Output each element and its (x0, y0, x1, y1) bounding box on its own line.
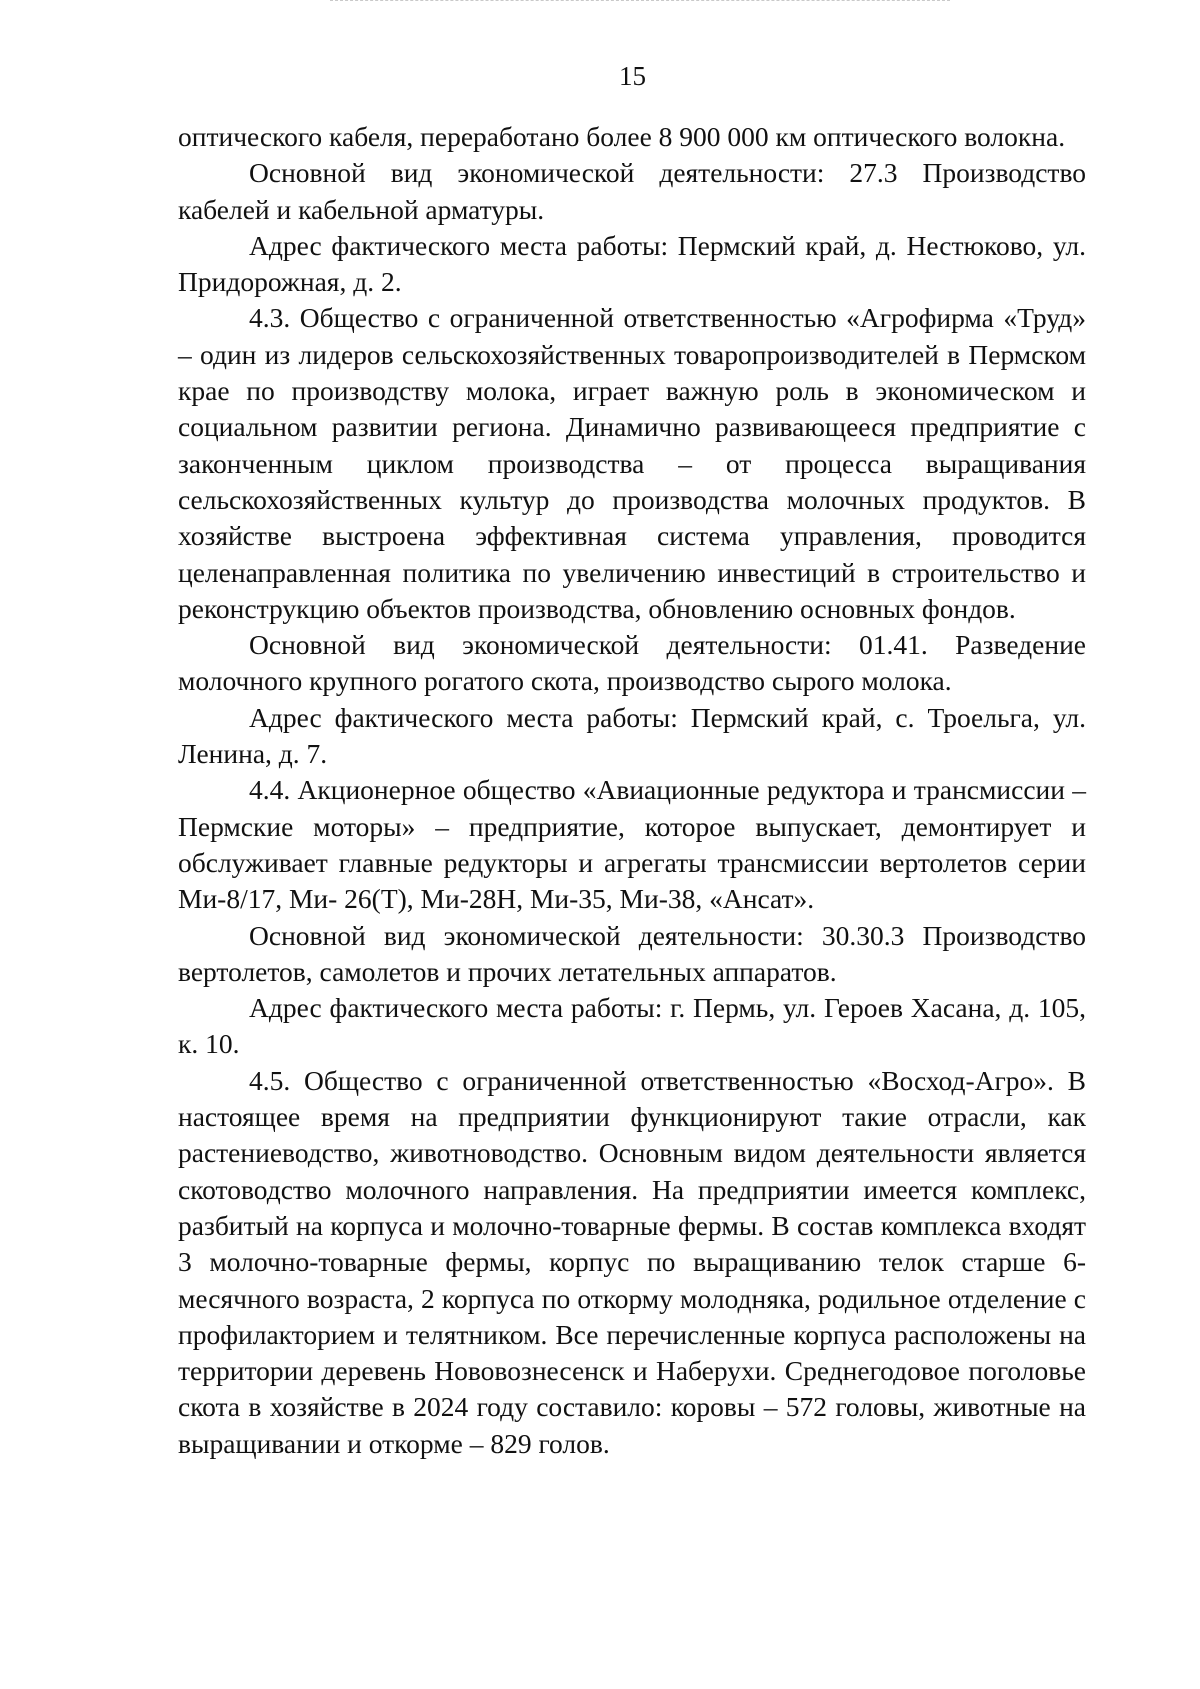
paragraph-address-perm: Адрес фактического места работы: г. Пермь, ул. Героев Хасана, д. 105, к. 10. (178, 992, 1086, 1060)
page-top-edge (330, 0, 950, 3)
page-number: 15 (619, 61, 646, 91)
paragraph-address-troelga: Адрес фактического места работы: Пермский край, с. Троельга, ул. Ленина, д. 7. (178, 701, 1086, 770)
paragraph-voskhod-agro: 4.5. Общество с ограниченной ответственностью «Восход-Агро». В настоящее время на предприятии функционируют такие отрасли, как растениеводство, животноводство. Основным видом деятельности является скотоводство молочного направления. На предприятии имеется комплекс, разбитый на корпуса и молочно-товарные фермы. В состав комплекса входят 3 молочно-товарные фермы, корпус по выращиванию телок старше 6-месячного возраста, 2 корпуса по откорму молодняка, родильное отделение с профилакторием и телятником. Все перечисленные корпуса расположены на территории деревень Нововознесенск и Наберухи. Среднегодовое поголовье скота в хозяйстве в 2024 году составило: коровы – 572 головы, животные на выращивании и откорме – 829 голов. (178, 1064, 1086, 1459)
paragraph-perm-motors: 4.4. Акционерное общество «Авиационные редуктора и трансмиссии – Пермские моторы» – предприятие, которое выпускает, демонтирует и обслуживает главные редукторы и агрегаты трансмиссии вертолетов серии Ми-8/17, Ми- 26(Т), Ми-28Н, Ми-35, Ми-38, «Ансат». (178, 774, 1086, 915)
paragraph-activity-dairy: Основной вид экономической деятельности: 01.41. Разведение молочного крупного рогатого скота, производство сырого молока. (178, 629, 1086, 697)
paragraph-cable-volume: оптического кабеля, переработано более 8 900 000 км оптического волокна. (178, 121, 1066, 152)
paragraph-activity-cable: Основной вид экономической деятельности: 27.3 Производство кабелей и кабельной арматуры. (178, 157, 1086, 225)
paragraph-activity-helicopters: Основной вид экономической деятельности: 30.30.3 Производство вертолетов, самолетов и прочих летательных аппаратов. (178, 919, 1086, 987)
document-body (178, 119, 1086, 1462)
paragraph-agrofirma-trud: 4.3. Общество с ограниченной ответственностью «Агрофирма «Труд» – один из лидеров сельскохозяйственных товаропроизводителей в Пермском крае по производству молока, играет важную роль в экономическом и социальном развитии региона. Динамично развивающееся предприятие с законченным циклом производства – от процесса выращивания сельскохозяйственных культур до производства молочных продуктов. В хозяйстве выстроена эффективная система управления, проводится целенаправленная политика по увеличению инвестиций в строительство и реконструкцию объектов производства, обновлению основных фондов. (178, 302, 1086, 624)
paragraph-address-nestyukovo: Адрес фактического места работы: Пермский край, д. Нестюково, ул. Придорожная, д. 2. (178, 229, 1086, 298)
